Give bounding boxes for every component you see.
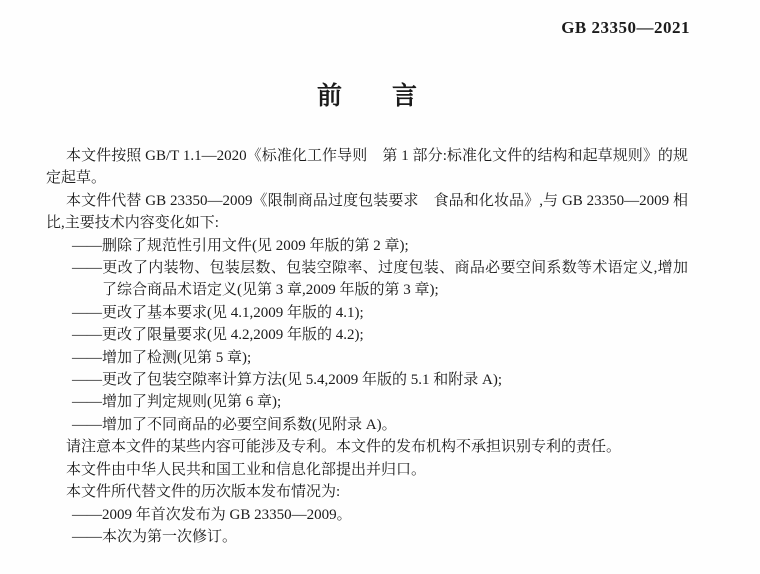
change-item-basic-requirements: ——更改了基本要求(见 4.1,2009 年版的 4.1);: [72, 304, 364, 321]
change-item-judgment-rules: ——增加了判定规则(见第 6 章);: [72, 394, 282, 411]
change-item-space-coefficients: ——增加了不同商品的必要空间系数(见附录 A)。: [72, 416, 397, 433]
standard-number: GB 23350—2021: [561, 18, 690, 37]
change-item-terms-definitions: ——更改了内装物、包装层数、包装空隙率、过度包装、商品必要空间系数等术语定义,增加了综合商品术语定义(见第 3 章,2009 年版的第 3 章);: [72, 260, 688, 299]
page-title: 前 言: [316, 83, 417, 110]
issuing-body-paragraph: 本文件由中华人民共和国工业和信息化部提出并归口。: [66, 461, 427, 478]
patent-notice-paragraph: 请注意本文件的某些内容可能涉及专利。本文件的发布机构不承担识别专利的责任。: [66, 439, 622, 456]
history-item-first-revision: ——本次为第一次修订。: [72, 528, 238, 545]
foreword-body: [46, 145, 688, 548]
drafting-rule-paragraph: 本文件按照 GB/T 1.1—2020《标准化工作导则 第 1 部分:标准化文件的结构和起草规则》的规定起草。: [46, 148, 688, 187]
replacement-paragraph: 本文件代替 GB 23350—2009《限制商品过度包装要求 食品和化妆品》,与 GB 23350—2009 相比,主要技术内容变化如下:: [46, 192, 688, 232]
change-item-deleted-references: ——删除了规范性引用文件(见 2009 年版的第 2 章);: [72, 237, 409, 254]
change-item-added-testing: ——增加了检测(见第 5 章);: [72, 349, 252, 366]
change-item-void-ratio-method: ——更改了包装空隙率计算方法(见 5.4,2009 年版的 5.1 和附录 A);: [72, 372, 502, 389]
history-item-first-publication: ——2009 年首次发布为 GB 23350—2009。: [72, 506, 352, 523]
history-heading-paragraph: 本文件所代替文件的历次版本发布情况为:: [66, 484, 341, 501]
change-item-limit-requirements: ——更改了限量要求(见 4.2,2009 年版的 4.2);: [72, 327, 364, 344]
